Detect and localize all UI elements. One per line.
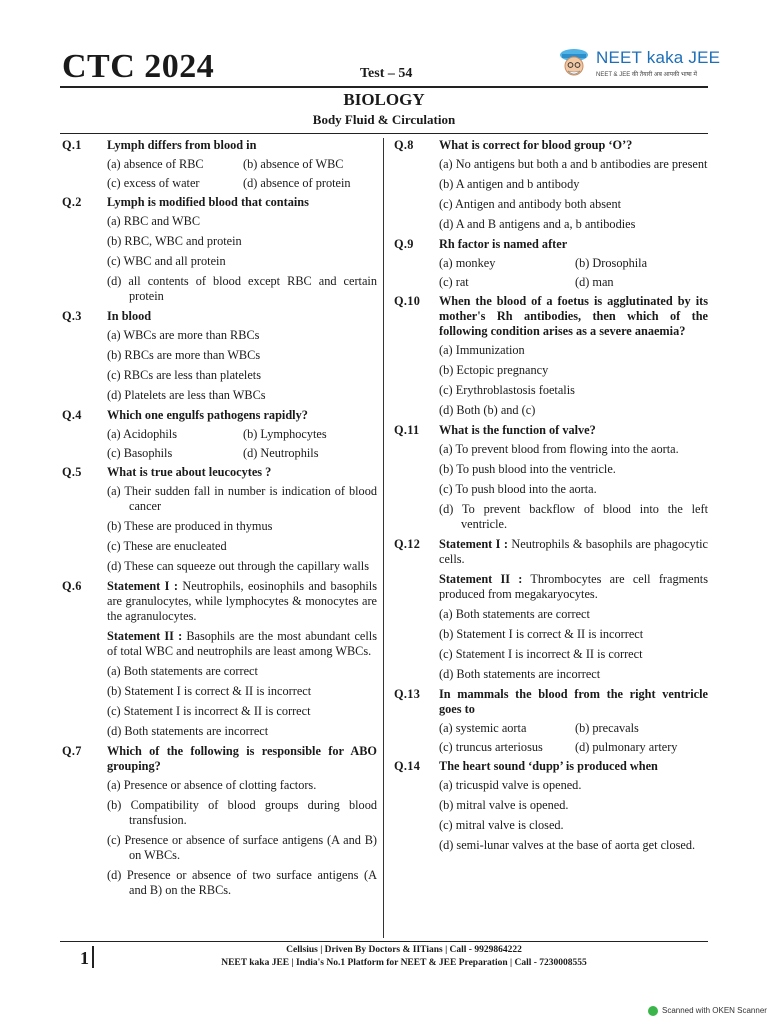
option-d: (d) Both (b) and (c) — [439, 403, 536, 417]
option-a: (a) WBCs are more than RBCs — [107, 328, 260, 342]
question-stem: What is true about leucocytes ? — [107, 465, 272, 479]
options-grid — [439, 256, 708, 290]
question-5 — [62, 465, 377, 574]
question-stem: Lymph is modified blood that contains — [107, 195, 309, 209]
header-rule — [60, 86, 708, 88]
question-stem: Rh factor is named after — [439, 237, 568, 251]
options-grid — [439, 721, 708, 755]
option-c: (c) To push blood into the aorta. — [439, 482, 597, 496]
statement-label: Statement II : — [107, 629, 183, 643]
question-stem: In mammals the blood from the right ventricle goes to — [439, 687, 708, 716]
option-a: (a) Both statements are correct — [439, 607, 590, 621]
logo-text: NEET kaka JEE — [596, 48, 721, 67]
option-a: (a) absence of RBC — [107, 157, 204, 171]
question-number: Q.5 — [62, 465, 82, 479]
left-column — [62, 138, 377, 903]
options-grid — [107, 427, 377, 461]
option-d: (d) semi-lunar valves at the base of aorta get closed. — [439, 838, 696, 852]
option-d: (d) Both statements are incorrect — [439, 667, 601, 681]
scanner-icon — [648, 1006, 658, 1016]
option-b: (b) Drosophila — [575, 256, 648, 270]
statement-text: Neutrophils & basophils are phagocytic cells. — [439, 537, 708, 566]
option-a: (a) Their sudden fall in number is indication of blood cancer — [107, 484, 377, 513]
page-number-bar — [92, 946, 94, 968]
question-12 — [394, 537, 708, 682]
option-b: (b) Statement I is correct & II is incorrect — [107, 684, 312, 698]
option-a: (a) systemic aorta — [439, 721, 527, 735]
option-a: (a) No antigens but both a and b antibodies are present — [439, 157, 708, 171]
statement-label: Statement I : — [439, 537, 508, 551]
option-a: (a) Presence or absence of clotting factors. — [107, 778, 317, 792]
option-d: (d) Platelets are less than WBCs — [107, 388, 266, 402]
question-13 — [394, 687, 708, 755]
brand-logo — [556, 44, 726, 86]
options-grid — [107, 157, 377, 191]
option-a: (a) Both statements are correct — [107, 664, 258, 678]
option-c: (c) mitral valve is closed. — [439, 818, 564, 832]
chapter-heading: Body Fluid & Circulation — [312, 112, 456, 127]
option-a: (a) monkey — [439, 256, 496, 270]
option-b: (b) precavals — [575, 721, 639, 735]
option-c: (c) RBCs are less than platelets — [107, 368, 262, 382]
scanner-text: Scanned with OKEN Scanner — [662, 1006, 767, 1016]
question-number: Q.1 — [62, 138, 82, 152]
statement-text: Basophils are the most abundant cells of total WBC and neutrophils are least among WBCs. — [107, 629, 377, 658]
right-column — [394, 138, 708, 858]
option-b: (b) These are produced in thymus — [107, 519, 273, 533]
option-d: (d) all contents of blood except RBC and certain protein — [107, 274, 377, 303]
title-rule — [60, 133, 708, 134]
question-stem: In blood — [107, 309, 152, 323]
question-number: Q.6 — [62, 579, 82, 593]
option-a: (a) To prevent blood from flowing into the aorta. — [439, 442, 679, 456]
option-c: (c) These are enucleated — [107, 539, 227, 553]
statement-2 — [107, 629, 377, 659]
option-c: (c) Presence or absence of surface antigens (A and B) on WBCs. — [107, 833, 377, 862]
column-divider — [383, 138, 384, 938]
question-number: Q.14 — [394, 759, 421, 773]
logo-tagline: NEET & JEE की तैयारी अब आपकी भाषा में — [596, 72, 697, 78]
page-number: 1 — [80, 948, 89, 968]
question-number: Q.8 — [394, 138, 414, 152]
option-d: (d) Presence or absence of two surface antigens (A and B) on the RBCs. — [107, 868, 377, 897]
option-c: (c) WBC and all protein — [107, 254, 226, 268]
option-d: (d) To prevent backflow of blood into the left ventricle. — [439, 502, 708, 531]
question-stem: The heart sound ‘dupp’ is produced when — [439, 759, 658, 773]
option-b: (b) Ectopic pregnancy — [439, 363, 549, 377]
question-number: Q.4 — [62, 408, 82, 422]
option-d: (d) Both statements are incorrect — [107, 724, 269, 738]
option-b: (b) absence of WBC — [243, 157, 344, 171]
option-c: (c) Statement I is incorrect & II is correct — [439, 647, 643, 661]
option-c: (c) Antigen and antibody both absent — [439, 197, 622, 211]
question-stem: When the blood of a foetus is agglutinated by its mother's Rh antibodies, then which of the following condition arises as a severe anaemia? — [439, 294, 708, 338]
option-d: (d) These can squeeze out through the capillary walls — [107, 559, 370, 573]
question-stem: Which one engulfs pathogens rapidly? — [107, 408, 308, 422]
option-b: (b) mitral valve is opened. — [439, 798, 569, 812]
option-b: (b) Statement I is correct & II is incorrect — [439, 627, 644, 641]
question-8 — [394, 138, 708, 232]
option-b: (b) To push blood into the ventricle. — [439, 462, 616, 476]
option-b: (b) A antigen and b antibody — [439, 177, 580, 191]
question-number: Q.9 — [394, 237, 414, 251]
option-d: (d) A and B antigens and a, b antibodies — [439, 217, 636, 231]
statement-2 — [439, 572, 708, 602]
option-c: (c) excess of water — [107, 176, 200, 190]
statement-1 — [107, 579, 377, 624]
question-7 — [62, 744, 377, 898]
statement-text: Neutrophils, eosinophils and basophils are granulocytes, while lymphocytes & monocytes are the agranulocytes. — [107, 579, 378, 623]
question-number: Q.2 — [62, 195, 82, 209]
option-c: (c) Statement I is incorrect & II is correct — [107, 704, 311, 718]
option-d: (d) Neutrophils — [243, 446, 319, 460]
subject-heading: BIOLOGY — [343, 90, 425, 109]
option-c: (c) Basophils — [107, 446, 173, 460]
question-2 — [62, 195, 377, 304]
question-number: Q.7 — [62, 744, 82, 758]
option-b: (b) RBCs are more than WBCs — [107, 348, 261, 362]
option-b: (b) RBC, WBC and protein — [107, 234, 242, 248]
question-number: Q.12 — [394, 537, 421, 551]
option-c: (c) truncus arteriosus — [439, 740, 543, 754]
option-d: (d) pulmonary artery — [575, 740, 678, 754]
statement-text: Thrombocytes are cell fragments produced from megakaryocytes. — [439, 572, 708, 601]
scanner-watermark — [648, 1006, 767, 1016]
test-number: Test – 54 — [360, 66, 413, 81]
question-number: Q.11 — [394, 423, 420, 437]
option-d: (d) absence of protein — [243, 176, 351, 190]
question-14 — [394, 759, 708, 853]
question-number: Q.3 — [62, 309, 82, 323]
question-stem: Which of the following is responsible for ABO grouping? — [107, 744, 377, 773]
option-d: (d) man — [575, 275, 614, 289]
option-c: (c) Erythroblastosis foetalis — [439, 383, 575, 397]
statement-label: Statement I : — [107, 579, 178, 593]
question-6 — [62, 579, 377, 739]
mascot-icon — [556, 46, 592, 80]
option-a: (a) tricuspid valve is opened. — [439, 778, 582, 792]
option-b: (b) Lymphocytes — [243, 427, 327, 441]
option-b: (b) Compatibility of blood groups during blood transfusion. — [107, 798, 377, 827]
footer-rule — [60, 941, 708, 942]
footer-line-2: NEET kaka JEE | India's No.1 Platform for NEET & JEE Preparation | Call - 7230008555 — [221, 958, 587, 968]
question-number: Q.13 — [394, 687, 421, 701]
question-3 — [62, 309, 377, 403]
option-c: (c) rat — [439, 275, 469, 289]
footer-line-1: Cellsius | Driven By Doctors & IITians | Call - 9929864222 — [286, 945, 522, 955]
question-number: Q.10 — [394, 294, 421, 308]
question-stem: What is correct for blood group ‘O’? — [439, 138, 633, 152]
question-11 — [394, 423, 708, 532]
question-10 — [394, 294, 708, 418]
question-1 — [62, 138, 377, 191]
question-4 — [62, 408, 377, 461]
statement-1 — [439, 537, 708, 567]
page-title: CTC 2024 — [62, 48, 215, 85]
option-a: (a) Acidophils — [107, 427, 178, 441]
statement-label: Statement II : — [439, 572, 523, 586]
option-a: (a) Immunization — [439, 343, 525, 357]
question-stem: Lymph differs from blood in — [107, 138, 257, 152]
question-9 — [394, 237, 708, 290]
question-stem: What is the function of valve? — [439, 423, 596, 437]
option-a: (a) RBC and WBC — [107, 214, 201, 228]
